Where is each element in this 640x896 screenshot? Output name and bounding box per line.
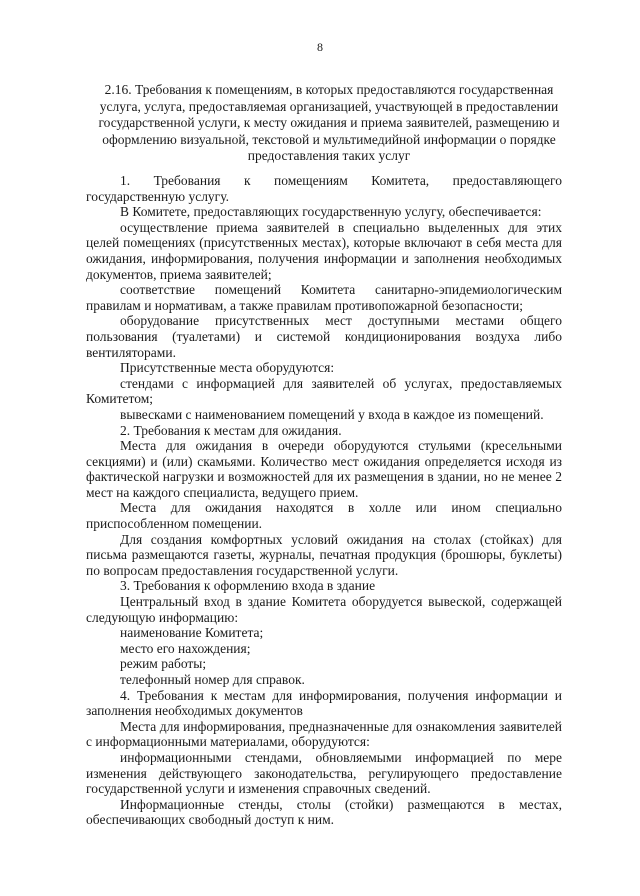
document-body: [86, 173, 562, 828]
paragraph: Присутственные места оборудуются:: [120, 360, 335, 376]
paragraph: вывесками с наименованием помещений у входа в каждое из помещений.: [120, 406, 544, 422]
paragraph: место его нахождения;: [120, 640, 251, 656]
paragraph: стендами с информацией для заявителей об услугах, предоставляемых Комитетом;: [86, 375, 562, 407]
page-number: 8: [317, 40, 323, 54]
paragraph: информационными стендами, обновляемыми информацией по мере изменения действующего законодательства, регулирующего предоставление государственной услуги и изменения справочных сведений.: [86, 749, 562, 797]
paragraph: Для создания комфортных условий ожидания на столах (стойках) для письма размещаются газеты, журналы, печатная продукция (брошюры, буклеты) по вопросам предоставления государственной услуги.: [86, 531, 562, 578]
section-heading: 2.16. Требования к помещениям, в которых предоставляются государственная услуга, услуга, предоставляемая организацией, участвующей в предоставлении государственной услуги, к месту ожидания и приема заявителей, размещению и оформлению визуальной, текстовой и мультимедийной информации о порядке предоставления таких услуг: [98, 82, 560, 163]
paragraph: 3. Требования к оформлению входа в здание: [120, 578, 376, 594]
paragraph: осуществление приема заявителей в специально выделенных для этих целей помещениях (присутственных местах), которые включают в себя места для ожидания, информирования, получения информации и заполнения необходимых документов, приема заявителей;: [86, 219, 562, 282]
paragraph: Места для ожидания в очереди оборудуются стульями (кресельными секциями) и (или) скамьями. Количество мест ожидания определяется исходя из фактической нагрузки и возможностей для их размещения в здании, но не менее 2 мест на каждого специалиста, ведущего прием.: [86, 438, 562, 500]
paragraph: режим работы;: [120, 656, 207, 672]
paragraph: 1. Требования к помещениям Комитета, предоставляющего государственную услугу.: [86, 173, 562, 204]
paragraph: 2. Требования к местам для ожидания.: [120, 422, 342, 438]
paragraph: оборудование присутственных мест доступными местами общего пользования (туалетами) и системой кондиционирования воздуха либо вентиляторами.: [86, 313, 562, 360]
paragraph: наименование Комитета;: [120, 625, 264, 641]
paragraph: Места для ожидания находятся в холле или ином специально приспособленном помещении.: [86, 500, 562, 532]
paragraph: Места для информирования, предназначенные для ознакомления заявителей с информационными материалами, оборудуются:: [86, 718, 562, 750]
paragraph: соответствие помещений Комитета санитарно-эпидемиологическим правилам и нормативам, а также правилам противопожарной безопасности;: [86, 282, 562, 313]
paragraph: Информационные стенды, столы (стойки) размещаются в местах, обеспечивающих свободный доступ к ним.: [86, 796, 562, 828]
paragraph: Центральный вход в здание Комитета оборудуется вывеской, содержащей следующую информацию:: [86, 594, 562, 625]
paragraph: 4. Требования к местам для информирования, получения информации и заполнения необходимых документов: [86, 687, 562, 719]
paragraph: телефонный номер для справок.: [120, 672, 305, 687]
paragraph: В Комитете, предоставляющих государственную услугу, обеспечивается:: [120, 204, 542, 220]
